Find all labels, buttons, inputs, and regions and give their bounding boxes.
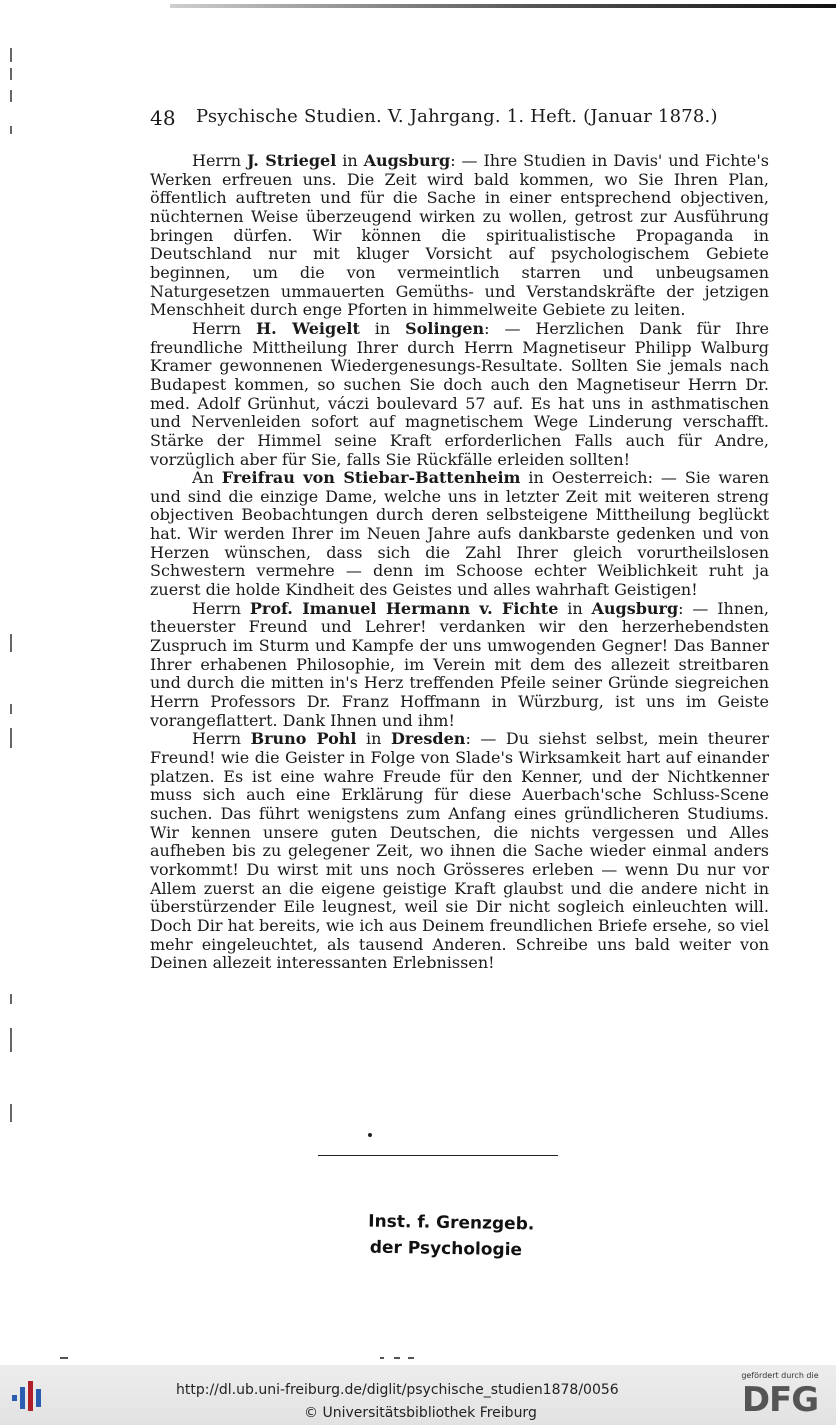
letter-paragraph [150,730,769,973]
paragraph-text: : — Ihre Studien in Davis' und Fichte's Werken erfreuen uns. Die Zeit wird bald kommen, wo Sie Ihren Plan, öffentlich auftreten und für die Sache in einer entsprechend objectiven, nüchternen Weise überzeugend wirken zu wollen, getrost zur Ausführung bringen dürfen. Wir können die spiritualistische Propaganda in Deutschland nur mit kluger Vorsicht auf psychologischem Gebiete beginnen, um die von vermeintlich starren und unbeugsamen Naturgesetzen ummauerten Gemüths- und Verstandskräfte der jetzigen Menschheit durch enge Pforten in himmelweite Gebiete zu leiten. [150,151,769,320]
preposition: in [520,468,552,488]
ub-freiburg-logo-icon [10,1377,46,1417]
preposition: in [356,729,391,749]
section-divider [318,1155,558,1156]
top-scan-rule [170,4,836,8]
recipient-name: J. Striegel [246,151,337,170]
paragraph-text: : — Herzlichen Dank für Ihre freundliche Mittheilung Ihrer durch Herrn Magnetiseur Philipp Walburg Kramer gewonnenen Wiedergenesungs-Resultate. Sollten Sie jemals nach Budapest kommen, so suchen Sie doch auch den Magnetiseur Herrn Dr. med. Adolf Grünhut, váczi boulevard 57 auf. Es hat uns in asthmatischen und Nervenleiden sofort auf magnetischem Wege Linderung verschafft. Stärke der Himmel seine Kraft erforderlichen Falls auch für Andre, vorzüglich aber für Sie, falls Sie Rückfälle erleiden sollten! [150,318,770,469]
paragraph-text: : — Du siehst selbst, mein theurer Freund! wie die Geister in Folge von Slade's Wirksamkeit hart auf einander platzen. Es ist eine wahre Freude für den Kenner, und der Nichtkenner muss sich auch eine Erklärung für diese Auerbach'sche Schluss-Scene suchen. Das führt wenigstens zum Anfang eines gründlicheren Studiums. Wir kennen unsere guten Deutschen, die nichts vergessen und Alles aufheben bis zu gelegener Zeit, wo ihnen die Sache wieder einmal anders vorkommt! Du wirst mit uns noch Grösseres erleben — wenn Du nur vor Allem zuerst an die eigene geistige Kraft glaubst und die andere nicht in überstürzender Eile leugnest, weil sie Dir nicht sogleich einleuchten will. Doch Dir hat bereits, wie ich aus Deinem freundlichen Briefe ersehe, so viel mehr eingeleuchtet, als tausend Anderen. Schreibe uns bald weiter von Deinen allezeit interessanten Erlebnissen! [150,729,769,973]
bottom-scan-marks [60,1355,440,1361]
salutation: Herrn [192,729,251,749]
page-number: 48 [150,106,176,130]
recipient-name: Freifrau von Stiebar-Battenheim [221,468,521,488]
article-body [150,152,769,973]
letter-paragraph [150,152,769,320]
letter-paragraph [150,320,769,469]
recipient-name: H. Weigelt [255,318,360,338]
viewer-footer [0,1365,836,1425]
running-title: Psychische Studien. V. Jahrgang. 1. Heft. (Januar 1878.) [196,106,718,127]
dfg-funded-label: gefördert durch die [741,1371,819,1380]
salutation: Herrn [192,151,247,170]
recipient-place: Augsburg [591,598,679,618]
letter-paragraph [150,469,769,600]
preposition: in [359,318,406,338]
paragraph-text: Oesterreich: — Sie waren und sind die einzige Dame, welche uns in letzter Zeit mit weiteren streng objectiven Beobachtungen durch deren selbsteigene Mittheilung beglückt hat. Wir werden Ihrer im Neuen Jahre aufs dankbarste gedenken und von Herzen wünschen, dass sich die Zahl Ihrer gleich vorurtheilslosen Schwestern vermehre — denn im Schoose echter Weiblichkeit ruht ja zuerst die holde Kindheit des Geistes und alles wahrhaft Geistigen! [150,468,769,600]
page-header [150,106,770,134]
letter-paragraph [150,600,769,731]
stamp-line-2: der Psychologie [369,1237,523,1261]
paragraph-text: : — Ihnen, theuerster Freund und Lehrer! verdanken wir den herzerhebendsten Zuspruch im Sturm und Kampfe der uns umwogenden Gegner! Das Banner Ihrer erhabenen Philosophie, im Verein mit dem des allezeit streitbaren und durch die mitten in's Herz treffenden Pfeile seiner Gründe siegreichen Herrn Professors Dr. Franz Hoffmann in Würzburg, ist uns im Geiste vorangeflattert. Dank Ihnen und ihm! [150,598,770,730]
recipient-name: Prof. Imanuel Hermann v. Fichte [249,598,559,618]
recipient-place: Dresden [390,729,466,749]
copyright-notice: © Universitätsbibliothek Freiburg [304,1405,537,1421]
dfg-logo [728,1371,832,1423]
recipient-place: Augsburg [363,151,451,170]
margin-marks [6,40,30,1180]
salutation: Herrn [192,318,256,338]
library-stamp [368,1209,535,1264]
recipient-name: Bruno Pohl [250,729,357,749]
separator-dot [368,1133,372,1137]
salutation: An [192,468,222,488]
permalink-url[interactable]: http://dl.ub.uni-freiburg.de/diglit/psychische_studien1878/0056 [176,1382,619,1398]
dfg-wordmark: DFG [741,1380,819,1420]
recipient-place: Solingen [405,318,485,338]
preposition: in [558,598,592,618]
salutation: Herrn [192,598,250,618]
stamp-line-1: Inst. f. Grenzgeb. [368,1211,535,1235]
preposition: in [336,151,364,170]
